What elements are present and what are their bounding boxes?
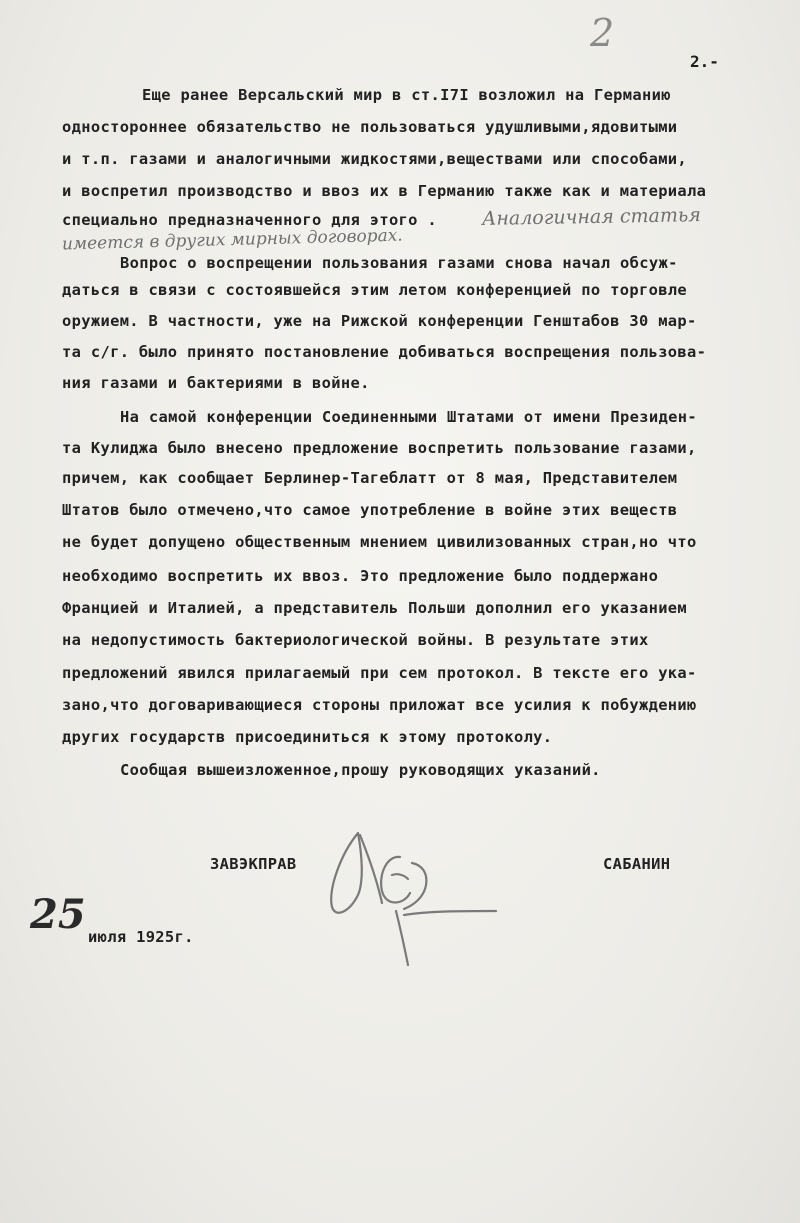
text-line: та с/г. было принято постановление добиваться воспрещения пользова-: [62, 343, 707, 361]
text-line: На самой конференции Соединенными Штатами от имени Президен-: [120, 408, 697, 426]
text-line: даться в связи с состоявшейся этим летом конференцией по торговле: [62, 281, 688, 299]
text-line: не будет допущено общественным мнением цивилизованных стран,но что: [62, 533, 697, 551]
text-line: Сообщая вышеизложенное,прошу руководящих указаний.: [120, 761, 601, 779]
text-line: других государств присоединиться к этому протоколу.: [62, 728, 553, 746]
text-line: одностороннее обязательство не пользоваться удушливыми,ядовитыми: [62, 118, 678, 136]
text-line: на недопустимость бактериологической войны. В результате этих: [62, 631, 649, 649]
text-line: Еще ранее Версальский мир в ст.I7I возложил на Германию: [142, 86, 671, 104]
signature-position: ЗАВЭКПРАВ: [210, 855, 297, 873]
signatory-name: САБАНИН: [603, 855, 671, 873]
text-line: и воспретил производство и ввоз их в Германию также как и материала: [62, 182, 707, 200]
text-line: Францией и Италией, а представитель Польши дополнил его указанием: [62, 599, 688, 617]
handwritten-note-line-2: имеется в других мирных договорах.: [61, 225, 403, 255]
handwritten-day: 25: [30, 891, 86, 938]
handwritten-page-mark: 2: [590, 11, 615, 55]
text-line: причем, как сообщает Берлинер-Тагеблатт от 8 мая, Представителем: [62, 469, 678, 487]
handwritten-note-line-1: Аналогичная статья: [481, 204, 701, 230]
text-line: необходимо воспретить их ввоз. Это предложение было поддержано: [62, 567, 659, 585]
text-line: и т.п. газами и аналогичными жидкостями,веществами или способами,: [62, 150, 688, 168]
text-line: зано,что договаривающиеся стороны приложат все усилия к побуждению: [62, 696, 697, 714]
date-text: июля 1925г.: [88, 928, 194, 946]
text-line: Вопрос о воспрещении пользования газами снова начал обсуж-: [120, 254, 678, 272]
page-number: 2.-: [690, 52, 719, 71]
text-line: оружием. В частности, уже на Рижской конференции Генштабов 30 мар-: [62, 312, 697, 330]
text-line: Штатов было отмечено,что самое употребление в войне этих веществ: [62, 501, 678, 519]
handwritten-signature: [300, 815, 520, 975]
text-line: ния газами и бактериями в войне.: [62, 374, 370, 392]
text-line: специально предназначенного для этого .: [62, 211, 438, 229]
text-line: предложений явился прилагаемый при сем протокол. В тексте его ука-: [62, 664, 697, 682]
text-line: та Кулиджа было внесено предложение воспретить пользование газами,: [62, 439, 697, 457]
